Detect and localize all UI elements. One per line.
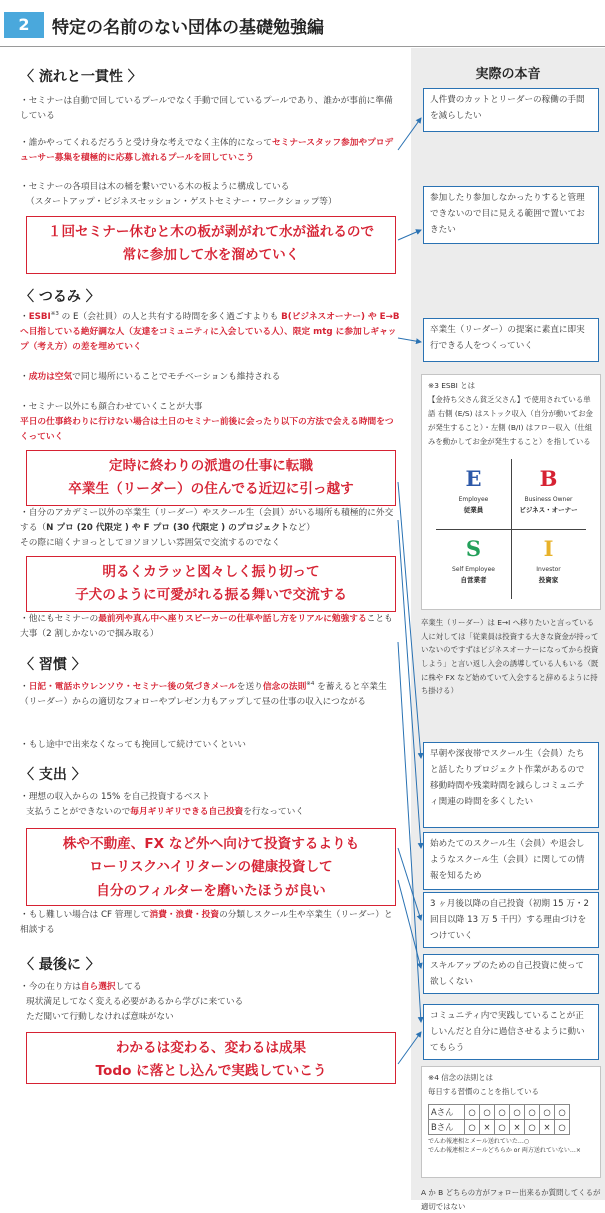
page-header xyxy=(0,0,605,48)
section-title-last: 〈 最後に 〉 xyxy=(20,957,100,973)
sidebar-box-1: 人件費のカットとリーダーの稼働の手間を減らしたい xyxy=(423,88,599,132)
sidebar-title: 実際の本音 xyxy=(475,67,541,82)
esbi-quadrant-i: I Investor 投資家 xyxy=(536,536,561,585)
esbi-quadrant-b: B Business Owner ビジネス・オーナー xyxy=(519,466,578,515)
tsumi-paragraph-1: ・ESBI$^{※3}$ の E（会社員）の人と共有する時間を多く過ごすよりも B(ビジネスオーナー) や E→B へ目指している絶好調な人（友達をコミュニティに入会している人）、限定 mtg に参加しギャップ（考え方）の差を埋めていく xyxy=(20,311,400,353)
belief-note-body: 毎日する習慣のことを指している xyxy=(428,1087,539,1097)
tsumi-paragraph-5: ・他にもセミナーの最前列や真ん中へ座りスピーカーの仕草や話し方をリアルに勉強することも大事（2 割しかないので掴み取る） xyxy=(20,614,393,640)
sidebar-box-7: スキルアップのための自己投資に使って欲しくない xyxy=(423,954,599,994)
flow-highlight-box: １回セミナー休むと木の板が剥がれて水が溢れるので 常に参加して水を溜めていく xyxy=(26,216,396,274)
habit-check-table xyxy=(428,1104,570,1135)
last-paragraph-1: ・今の在り方は自ら選択してる 現状満足してなく変える必要があるから学びに来ている ただ聞いて行動しなければ意味がない xyxy=(20,982,244,1023)
habit-paragraph-1: ・日記・電話ホウレンソウ・セミナー後の気づきメールを送り信念の法則$^{※4}$ を蓄えると卒業生（リーダー）からの適切なフォローやプレゼン力もアップして昼の仕事の収入につながる xyxy=(20,681,387,708)
sidebar-box-8: コミュニティ内で実践していることが正しいんだと自分に過信させるように動いてもらう xyxy=(423,1004,599,1060)
table-row: Bさん ○ × ○ × ○ × ○ xyxy=(429,1120,570,1135)
expense-paragraph-2: ・もし難しい場合は CF 管理して消費・浪費・投資の分類しスクール生や卒業生（リーダー）と相談する xyxy=(20,910,393,936)
belief-note-heading: ※4 信念の法則とは xyxy=(428,1073,493,1082)
header-divider xyxy=(0,46,605,47)
esbi-note-box xyxy=(421,374,601,610)
sidebar-honest-notes xyxy=(411,48,605,1211)
esbi-quadrant-e: E Employee 従業員 xyxy=(458,466,489,515)
tsumi-paragraph-2: ・成功は空気で同じ場所にいることでモチベーションも維持される xyxy=(20,372,281,382)
expense-paragraph-1: ・理想の収入からの 15% を自己投資するベスト 支払うことができないので毎月ギリギリできる自己投資を行なっていく xyxy=(20,792,304,818)
flow-paragraph-2: ・誰かやってくれるだろうと受け身な考えでなく主体的になってセミナースタッフ参加やプロデューサー募集を積極的に応募し流れるプールを回していこう xyxy=(20,138,394,164)
expense-highlight-box: 株や不動産、FX など外へ向けて投資するよりも ローリスクハイリターンの健康投資して 自分のフィルターを磨いたほうが良い xyxy=(26,828,396,906)
esbi-note-heading: ※3 ESBI とは xyxy=(428,381,475,390)
section-title-flow: 〈 流れと一貫性 〉 xyxy=(20,69,142,85)
sidebar-bottom-text: A か B どちらの方がフォロー出来るか質問してくるが適切ではない xyxy=(421,1188,601,1211)
belief-note-foot-1: でんわ報連相とメール送れていた…○ xyxy=(428,1138,530,1146)
sidebar-box-2: 参加したり参加しなかったりすると管理できないので目に見える範囲で置いておきたい xyxy=(423,186,599,244)
section-title-habit: 〈 習慣 〉 xyxy=(20,657,86,673)
habit-paragraph-2: ・もし途中で出来なくなっても挽回して続けていくといい xyxy=(20,740,246,750)
sidebar-box-3: 卒業生（リーダー）の提案に素直に即実行できる人をつくっていく xyxy=(423,318,599,362)
esbi-quadrant-diagram xyxy=(436,459,586,599)
esbi-quadrant-s: S Self Employee 自営業者 xyxy=(452,536,495,585)
tsumi-highlight-box-1: 定時に終わりの派遣の仕事に転職 卒業生（リーダー）の住んでる近辺に引っ越す xyxy=(26,450,396,506)
section-title-tsumi: 〈 つるみ 〉 xyxy=(20,289,100,305)
last-highlight-box: わかるは変わる、変わるは成果 Todo に落とし込んで実践していこう xyxy=(26,1032,396,1084)
tsumi-paragraph-3: ・セミナー以外にも顔合わせていくことが大事 平日の仕事終わりに行けない場合は土日のセミナー前後に会ったり以下の方法で会える時間をつくっていく xyxy=(20,402,394,443)
page-title: 特定の名前のない団体の基礎勉強編 xyxy=(52,18,324,38)
main-column xyxy=(0,48,411,1200)
flow-paragraph-1: ・セミナーは自動で回しているプールでなく手動で回しているプールであり、誰かが事前に準備している xyxy=(20,96,393,122)
flow-paragraph-3: ・セミナーの各項目は木の桶を繋いでいる木の板ように構成している （スタートアップ・ビジネスセッション・ゲストセミナー・ワークショップ等） xyxy=(20,182,337,208)
esbi-followup-text: 卒業生（リーダー）は E→I へ移りたいと言っている人に対しては「従業員は投資する大きな資金が持っていないのですずはビジネスオーナーになってから投資しよう」と言い返し入会の誘導している人もいる（既に株や FX など始めていて入会すると辞めるように持ち掛ける） xyxy=(421,618,599,696)
esbi-note-body: 【金持ち父さん貧乏父さん】で使用されている単語 右側 (E/S) はストック収入（自分が動いてお金が発生すること）・左側 (B/I) はフロー収入（仕組みを動かしてお金が発生すること）を指している xyxy=(428,395,593,447)
section-number-badge: 2 xyxy=(4,12,44,38)
sidebar-box-4: 早朝や深夜帯でスクール生（会員）たちと話したりプロジェクト作業があるので移動時間や残業時間を減らしコミュニティ関連の時間を多くしたい xyxy=(423,742,599,828)
belief-note-foot-2: でんわ報連相とメールどちらか or 両方送れていない…× xyxy=(428,1147,581,1155)
table-row: Aさん ○ ○ ○ ○ ○ ○ ○ xyxy=(429,1105,570,1120)
tsumi-paragraph-4: ・自分のアカデミー以外の卒業生（リーダー）やスクール生（会員）がいる場所も積極的に外交する（N プロ (20 代限定 ) や F プロ (30 代限定 ) のプロジェクトなど） その際に暗くナヨっとしてヨソヨソしい雰囲気で交流するのでなく xyxy=(20,508,394,549)
section-title-expense: 〈 支出 〉 xyxy=(20,767,86,783)
sidebar-box-6: 3 ヶ月後以降の自己投資（初期 15 万・2 回目以降 13 万 5 千円）する理由づけをつけていく xyxy=(423,892,599,948)
tsumi-highlight-box-2: 明るくカラッと図々しく振り切って 子犬のように可愛がれる振る舞いで交流する xyxy=(26,556,396,612)
sidebar-box-5: 始めたてのスクール生（会員）や退会しようなスクール生（会員）に関しての情報を知るため xyxy=(423,832,599,890)
belief-law-note-box xyxy=(421,1066,601,1178)
